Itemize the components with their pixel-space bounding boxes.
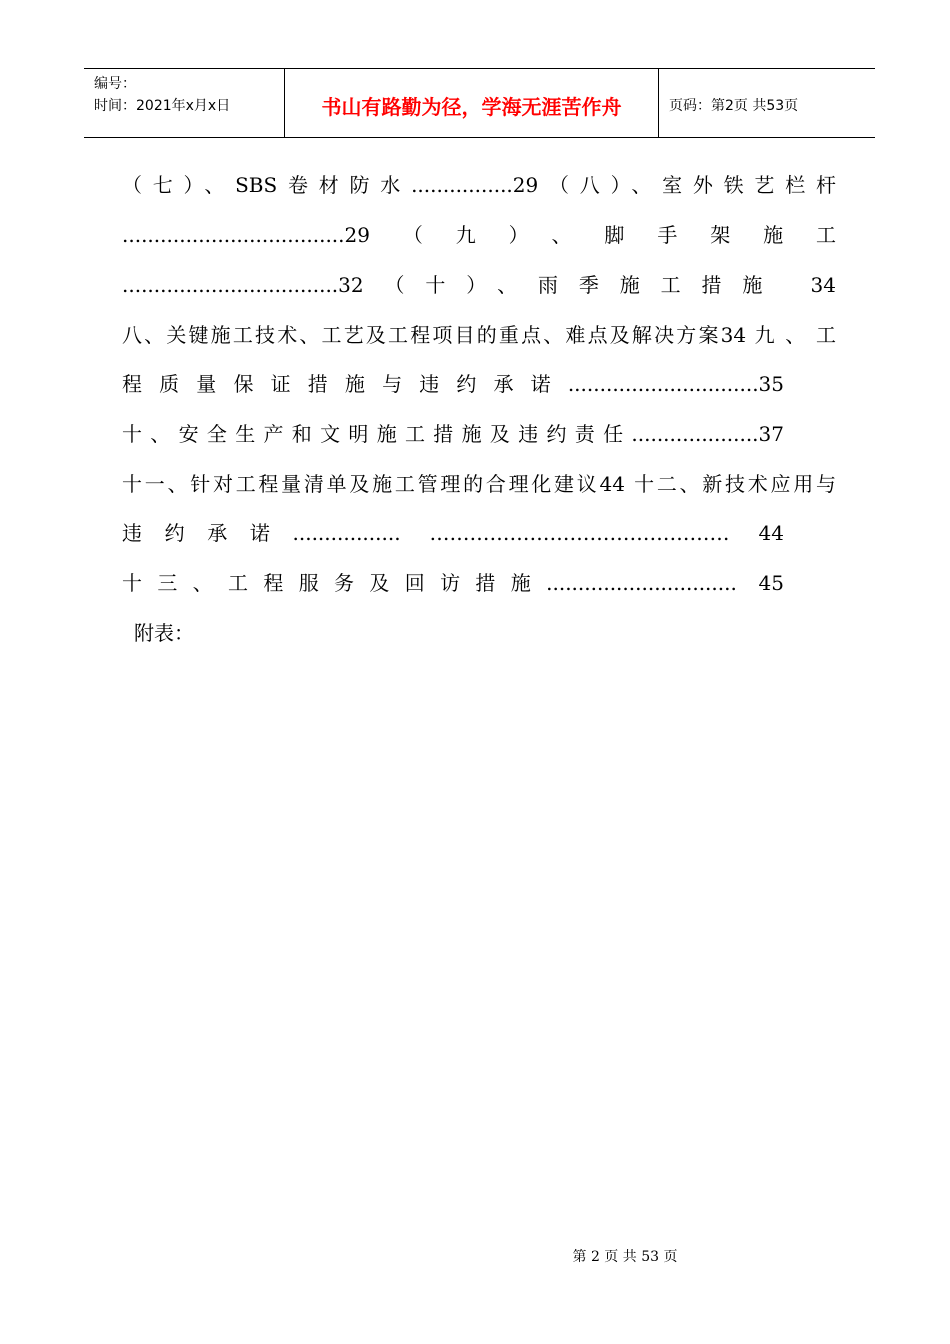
toc-line-4: 八、关键施工技术、工艺及工程项目的重点、难点及解决方案34 九 、 工: [122, 323, 836, 347]
footer-page-number: 第 2 页 共 53 页: [572, 1249, 678, 1265]
toc-line-3: ..................................32（十）、雨季施工措施 34: [122, 273, 836, 297]
toc-line-8: 违约承诺................. ……………………………………… 44: [122, 521, 784, 545]
page-footer: [0, 1246, 950, 1266]
toc-line-1: （七）、SBS卷材防水................29（八）、室外铁艺栏杆: [122, 173, 836, 197]
header-meta: [84, 69, 285, 137]
page-header: [84, 68, 875, 138]
time-label: 时间：2021年x月x日: [94, 98, 231, 114]
toc-line-9: 十三、工程服务及回访措施.............................. 45: [122, 571, 784, 595]
header-motto: 书山有路勤为径，学海无涯苦作舟: [285, 69, 659, 137]
toc-line-6: 十、安全生产和文明施工措施及违约责任....................37: [122, 422, 784, 446]
number-label: 编号：: [94, 76, 136, 92]
toc-line-7: 十一、针对工程量清单及施工管理的合理化建议44 十二、新技术应用与: [122, 472, 836, 496]
header-page-info: 页码：第2页 共53页: [669, 98, 799, 114]
toc-line-2: ...................................29（九）、脚手架施工: [122, 223, 836, 247]
toc-line-5: 程质量保证措施与违约承诺..............................35: [122, 372, 784, 396]
appendix-label: 附表：: [134, 621, 194, 645]
